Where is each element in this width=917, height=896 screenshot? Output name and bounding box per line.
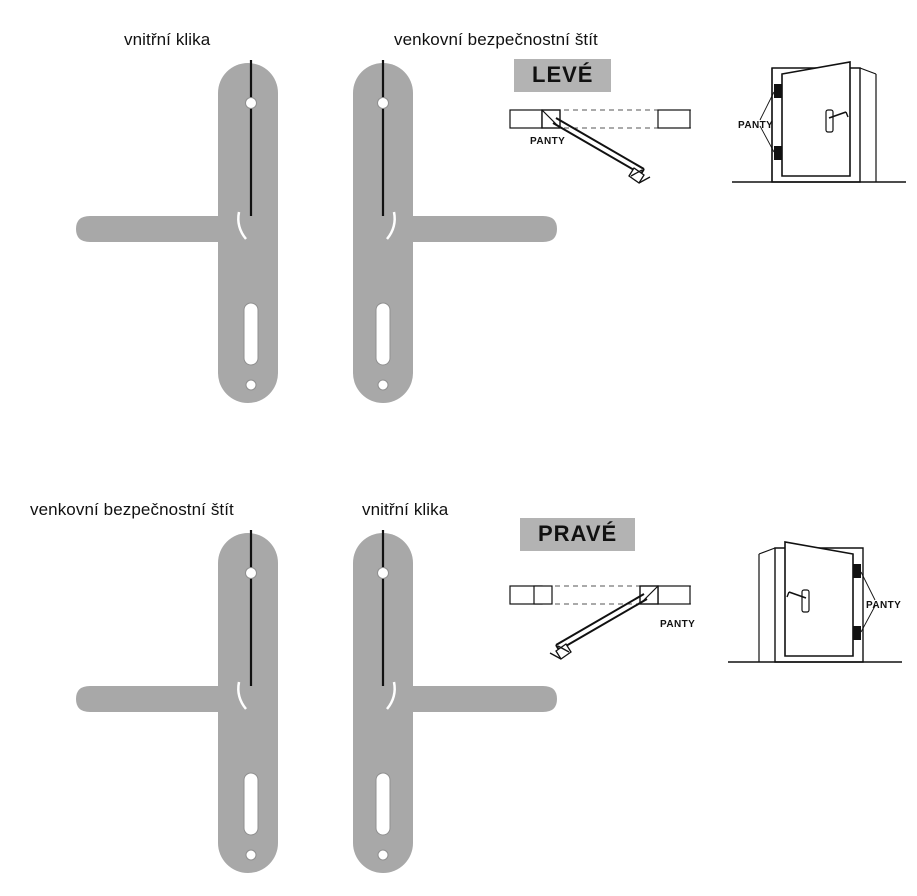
label-right-outer-shield: venkovní bezpečnostní štít	[30, 500, 234, 519]
left-inner-handle-drawing	[60, 55, 320, 415]
hinge-top	[853, 564, 861, 578]
door-leaf	[782, 62, 850, 176]
screw-hole-bottom	[246, 850, 256, 860]
screw-hole-top	[378, 568, 389, 579]
door-leaf-edge	[556, 594, 644, 645]
cylinder-slot	[376, 303, 390, 365]
hinge-bottom	[853, 626, 861, 640]
door-leaf	[553, 123, 641, 174]
cylinder-slot	[244, 303, 258, 365]
screw-hole-top	[246, 568, 257, 579]
hinge-bottom	[774, 146, 782, 160]
door-leaf	[559, 599, 647, 650]
label-left-inner-handle: vnitřní klika	[124, 30, 211, 49]
latch-block	[534, 586, 552, 604]
label-left-outer-shield: venkovní bezpečnostní štít	[394, 30, 598, 49]
screw-hole-bottom	[378, 380, 388, 390]
plan-hinge-label-left: PANTY	[530, 136, 566, 147]
door-leaf	[785, 542, 853, 656]
cylinder-slot	[244, 773, 258, 835]
wall-block-right	[658, 586, 690, 604]
badge-left-hand: LEVÉ	[514, 59, 611, 92]
wall-block-left	[510, 110, 542, 128]
lever-arm	[76, 212, 270, 242]
label-right-inner-handle: vnitřní klika	[362, 500, 449, 519]
screw-hole-bottom	[378, 850, 388, 860]
lever-arm	[363, 682, 557, 712]
cylinder-slot	[376, 773, 390, 835]
plan-hinge-label-right: PANTY	[660, 619, 696, 630]
badge-right-hand: PRAVÉ	[520, 518, 635, 551]
right-outer-shield-drawing	[60, 525, 320, 885]
perspective-hinge-label-left: PANTY	[738, 120, 774, 131]
perspective-handle-plate	[802, 590, 809, 612]
lever-arm	[363, 212, 557, 242]
door-leaf-edge	[556, 118, 644, 169]
perspective-hinge-label-right: PANTY	[866, 600, 902, 611]
hinge-top	[774, 84, 782, 98]
wall-block-right	[658, 110, 690, 128]
screw-hole-bottom	[246, 380, 256, 390]
screw-hole-top	[378, 98, 389, 109]
perspective-handle-plate	[826, 110, 833, 132]
lever-arm	[76, 682, 270, 712]
